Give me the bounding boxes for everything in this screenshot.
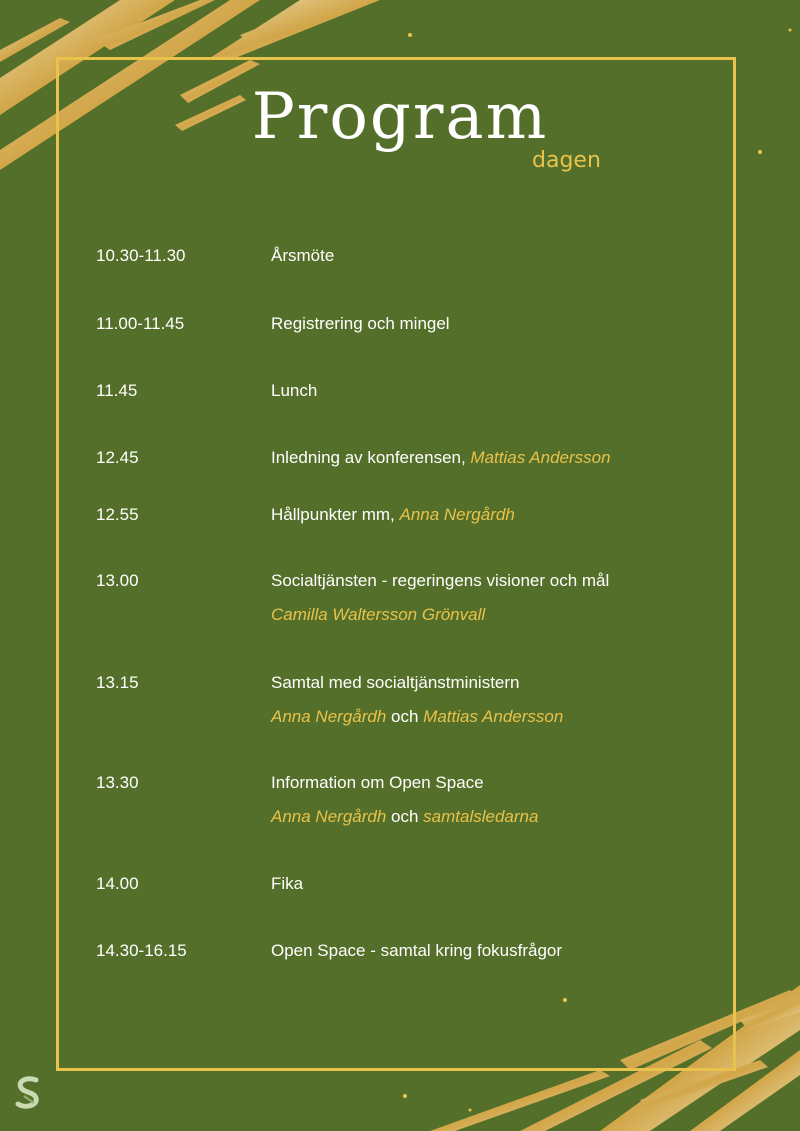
schedule-text-line [271,505,515,525]
schedule-time: 14.00 [96,874,139,893]
schedule-speaker: Mattias Andersson [423,707,564,726]
page-subtitle: dagen [532,148,601,173]
schedule-speaker: Anna Nergårdh [271,707,387,726]
schedule-time: 11.00-11.45 [96,314,185,333]
schedule-text: Samtal med socialtjänstministern [271,673,520,692]
schedule-speaker: Camilla Waltersson Grönvall [271,605,486,624]
schedule-time: 14.30-16.15 [96,941,187,960]
schedule-conjunction: och [386,807,424,826]
schedule-text: Socialtjänsten - regeringens visioner och mål [271,571,610,590]
schedule-time: 12.55 [96,505,139,524]
schedule-conjunction: och [386,707,424,726]
schedule-text: Fika [271,874,304,893]
schedule-text: Lunch [271,381,318,400]
gold-frame-border [56,57,736,1071]
schedule-speaker: Anna Nergårdh [399,505,515,524]
schedule-speaker-line [271,707,563,727]
schedule-text: Information om Open Space [271,773,484,792]
page-title: Program [251,80,549,154]
schedule-time: 13.00 [96,571,139,590]
schedule-speaker-line [271,807,538,827]
schedule-text: Årsmöte [271,246,335,265]
s-swirl-logo-icon [14,1076,42,1110]
schedule-speaker: samtalsledarna [423,807,539,826]
schedule-text: Inledning av konferensen, [271,448,471,467]
schedule-speaker: Anna Nergårdh [271,807,387,826]
schedule-text: Hållpunkter mm, [271,505,400,524]
schedule-text: Open Space - samtal kring fokusfrågor [271,941,563,960]
schedule-text: Registrering och mingel [271,314,450,333]
schedule-time: 13.15 [96,673,139,692]
schedule-speaker: Mattias Andersson [470,448,611,467]
schedule-text-line [271,448,611,468]
schedule-time: 13.30 [96,773,139,792]
schedule-time: 12.45 [96,448,139,467]
schedule-time: 11.45 [96,381,138,400]
schedule-time: 10.30-11.30 [96,246,186,265]
